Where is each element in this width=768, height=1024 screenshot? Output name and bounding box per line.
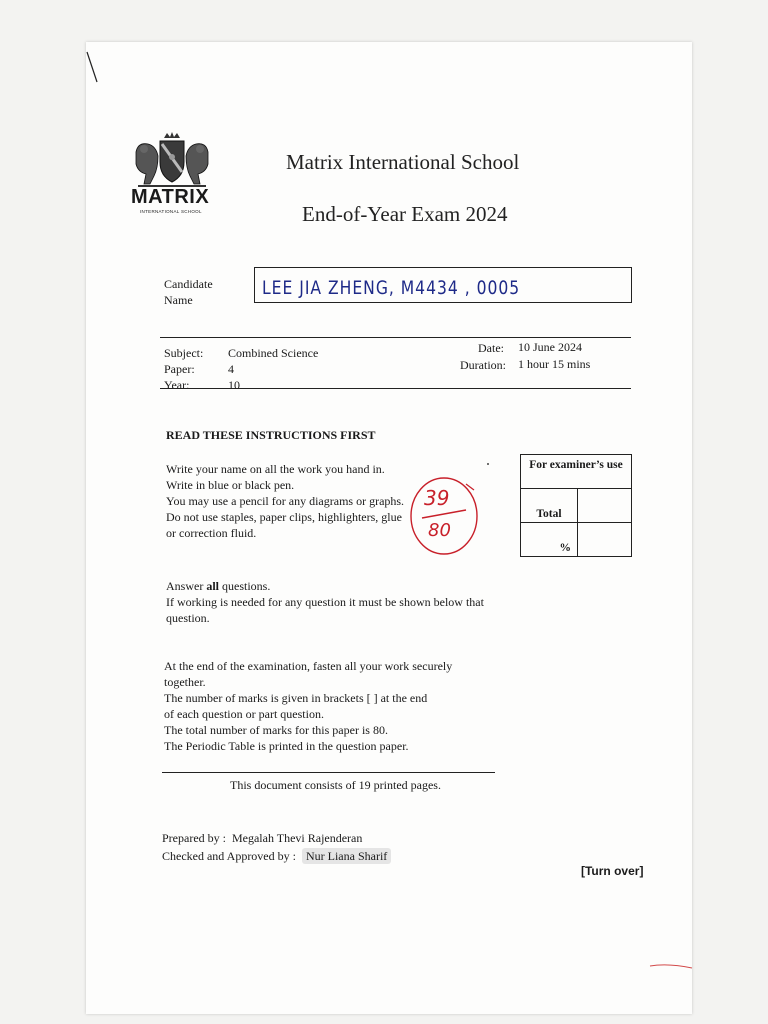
stray-dot: [487, 463, 489, 465]
total-cell[interactable]: [578, 489, 632, 523]
instruction-line: question.: [166, 611, 210, 625]
details-top-rule: [160, 337, 631, 338]
instruction-line: or correction fluid.: [166, 526, 257, 540]
instruction-line: Write your name on all the work you hand in.: [166, 462, 385, 476]
checked-by: Checked and Approved by : Nur Liana Sharif: [162, 848, 391, 864]
instruction-line: If working is needed for any question it must be shown below that: [166, 595, 484, 609]
school-logo: [128, 132, 216, 218]
date-label: Date:: [478, 341, 504, 355]
candidate-label-line1: Candidate: [164, 277, 213, 291]
turn-over-note: [Turn over]: [581, 864, 644, 878]
subject-value: Combined Science: [228, 346, 319, 360]
school-name: Matrix International School: [286, 150, 520, 174]
instruction-line: Write in blue or black pen.: [166, 478, 295, 492]
footer-rule: [162, 772, 495, 773]
instruction-line: The number of marks is given in brackets [ ] at the end: [164, 691, 428, 705]
prepared-by: Prepared by : Megalah Thevi Rajenderan: [162, 831, 363, 845]
score-numerator: 39: [424, 486, 450, 510]
duration-label: Duration:: [460, 358, 506, 372]
instruction-line: You may use a pencil for any diagrams or graphs.: [166, 494, 405, 508]
paper-value: 4: [228, 362, 234, 376]
year-value: 10: [228, 378, 240, 392]
document-pages-note: This document consists of 19 printed pages.: [230, 778, 441, 792]
instructions-block-2: [166, 578, 484, 626]
pen-mark-icon: [84, 50, 100, 86]
instructions-block-1: [166, 461, 404, 541]
date-value: 10 June 2024: [518, 340, 582, 354]
examiner-table: [520, 454, 632, 557]
percent-cell[interactable]: [578, 523, 632, 557]
candidate-label-line2: Name: [164, 293, 193, 307]
instructions-heading: READ THESE INSTRUCTIONS FIRST: [166, 428, 376, 442]
details-bottom-rule: [160, 388, 631, 389]
instruction-line: of each question or part question.: [164, 707, 324, 721]
instructions-block-3: [164, 658, 452, 754]
percent-label: %: [521, 523, 578, 557]
instruction-line: together.: [164, 675, 206, 689]
instruction-line-answer: Answer all questions.: [166, 579, 271, 593]
red-mark-icon: [648, 960, 694, 972]
examiner-table-header: For examiner’s use: [521, 455, 632, 489]
crest-icon: [128, 132, 216, 190]
instruction-line: Do not use staples, paper clips, highlighters, glue: [166, 510, 402, 524]
candidate-name-handwritten: LEE JIA ZHENG, M4434 , 0005: [262, 277, 521, 299]
duration-value: 1 hour 15 mins: [518, 357, 591, 371]
year-label: Year:: [164, 378, 190, 392]
paper-label: Paper:: [164, 362, 195, 376]
subject-label: Subject:: [164, 346, 204, 360]
total-label: Total: [521, 489, 578, 523]
score-denominator: 80: [428, 520, 451, 541]
instruction-line: The total number of marks for this paper is 80.: [164, 723, 388, 737]
instruction-line: At the end of the examination, fasten all your work securely: [164, 659, 453, 673]
instruction-line: The Periodic Table is printed in the question paper.: [164, 739, 409, 753]
logo-subtitle: INTERNATIONAL SCHOOL: [140, 209, 202, 214]
exam-title: End-of-Year Exam 2024: [302, 202, 508, 226]
logo-wordmark: MATRIX: [131, 186, 210, 208]
score-circle-icon: [404, 470, 488, 558]
